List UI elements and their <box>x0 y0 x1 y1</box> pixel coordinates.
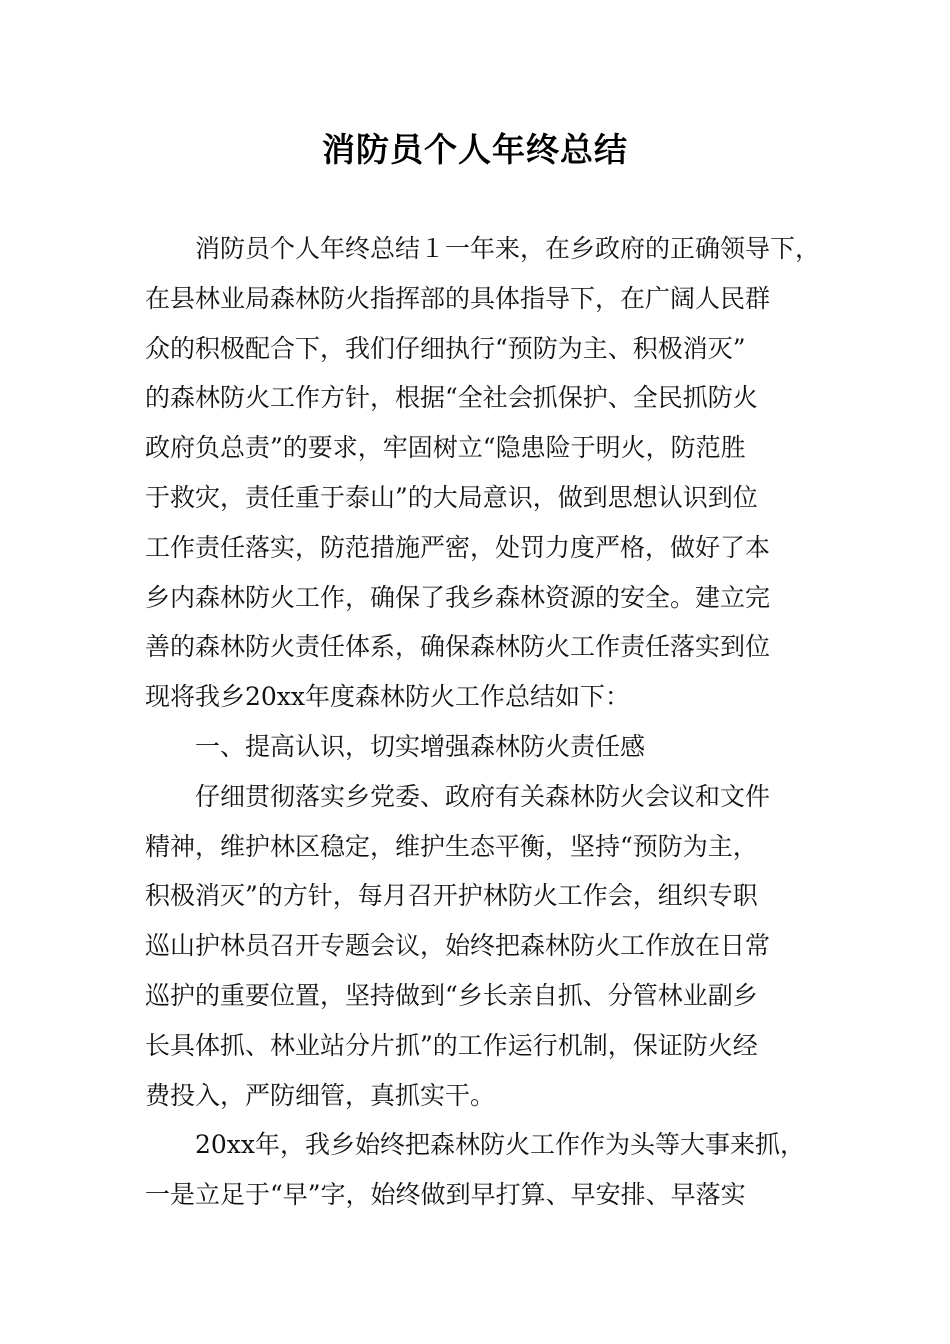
paragraph-line: 巡山护林员召开专题会议，始终把森林防火工作放在日常 <box>145 931 771 961</box>
paragraph-line: 政府负总责”的要求，牢固树立“隐患险于明火，防范胜 <box>145 433 746 463</box>
section-heading: 一、提高认识，切实增强森林防火责任感 <box>195 731 646 761</box>
paragraph-line: 长具体抓、林业站分片抓”的工作运行机制，保证防火经 <box>145 1030 758 1060</box>
paragraph-line: 善的森林防火责任体系，确保森林防火工作责任落实到位 <box>145 632 771 662</box>
paragraph-line: 工作责任落实，防范措施严密，处罚力度严格，做好了本 <box>145 532 771 562</box>
paragraph-line: 费投入，严防细管，真抓实干。 <box>145 1080 496 1110</box>
paragraph-line: 于救灾，责任重于泰山”的大局意识，做到思想认识到位 <box>145 482 758 512</box>
paragraph-line: 现将我乡20xx年度森林防火工作总结如下： <box>145 682 631 712</box>
paragraph-line: 的森林防火工作方针，根据“全社会抓保护、全民抓防火 <box>145 383 758 413</box>
paragraph-line: 巡护的重要位置，坚持做到“乡长亲自抓、分管林业副乡 <box>145 980 758 1010</box>
paragraph-line: 乡内森林防火工作，确保了我乡森林资源的安全。建立完 <box>145 582 771 612</box>
paragraph-line: 在县林业局森林防火指挥部的具体指导下，在广阔人民群 <box>145 283 771 313</box>
document-title: 消防员个人年终总结 <box>322 130 628 169</box>
paragraph-line: 消防员个人年终总结１一年来，在乡政府的正确领导下， <box>195 234 821 263</box>
paragraph-line: 积极消灭”的方针，每月召开护林防火工作会，组织专职 <box>145 881 758 911</box>
document-body <box>145 224 835 1220</box>
paragraph-line: 众的积极配合下，我们仔细执行“预防为主、积极消灭” <box>145 333 746 363</box>
paragraph-line: 20xx年，我乡始终把森林防火工作作为头等大事来抓， <box>195 1130 806 1160</box>
paragraph-line: 一是立足于“早”字，始终做到早打算、早安排、早落实 <box>145 1180 746 1210</box>
paragraph-line: 仔细贯彻落实乡党委、政府有关森林防火会议和文件 <box>195 781 771 811</box>
paragraph-line: 精神，维护林区稳定，维护生态平衡，坚持“预防为主， <box>145 831 758 861</box>
